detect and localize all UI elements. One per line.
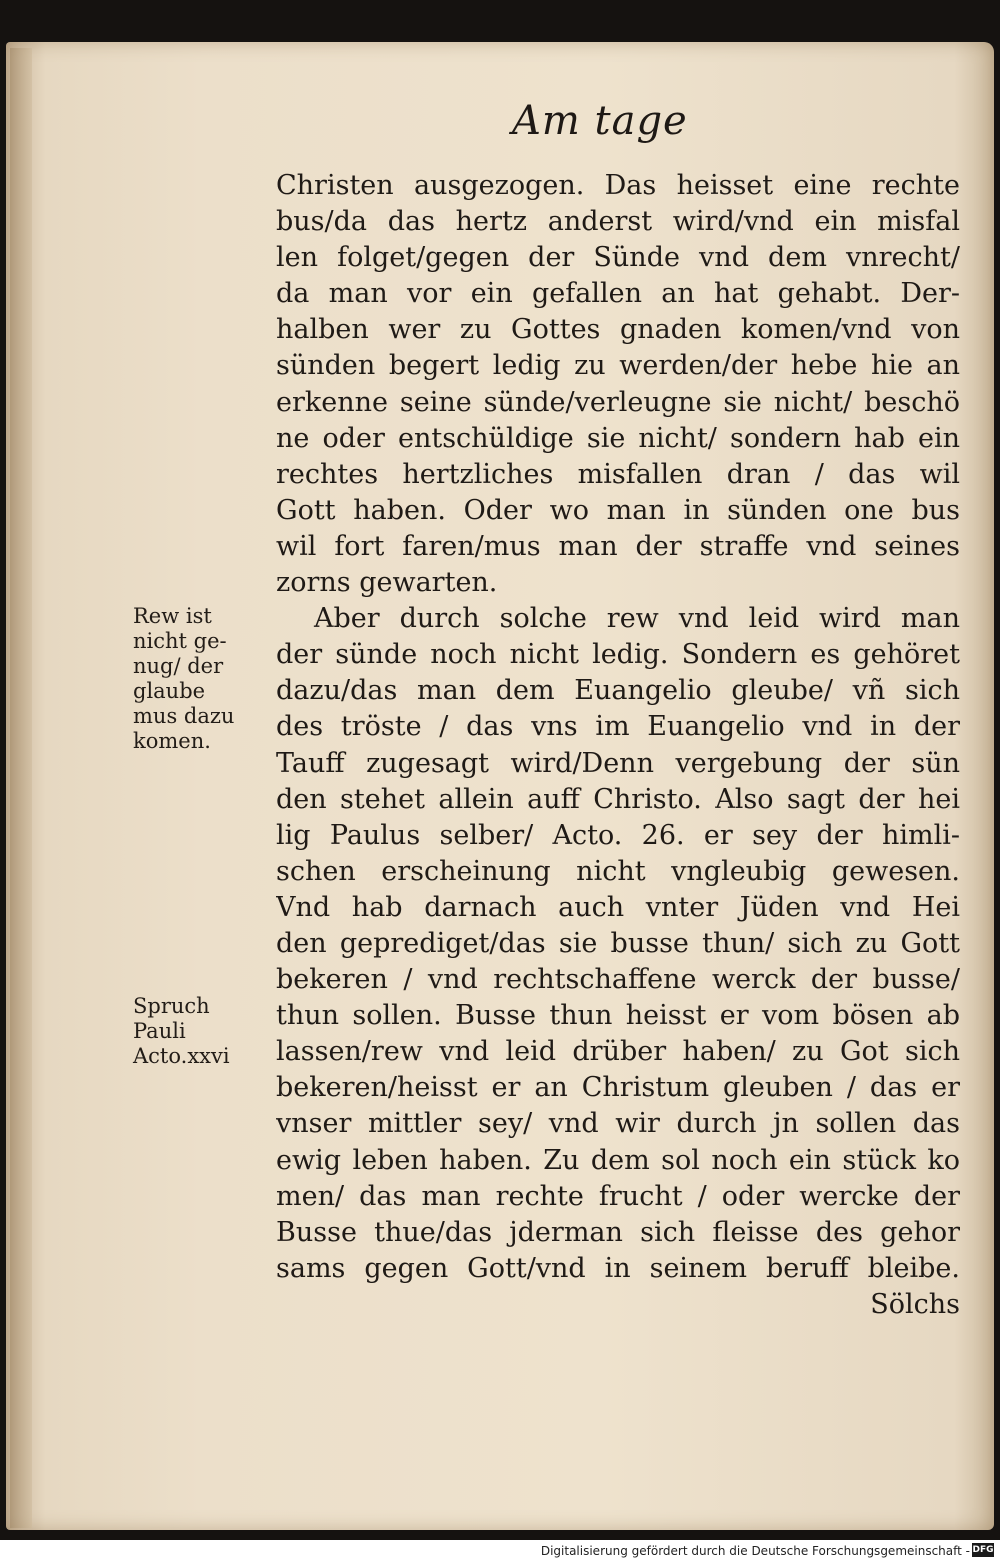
margin-note-line: nicht ge- [133, 629, 227, 653]
text-line: bekeren / vnd rechtschaffene werck der busse/ [276, 964, 960, 996]
text-line: halben wer zu Gottes gnaden komen/vnd von [276, 314, 960, 346]
text-line: lig Paulus selber/ Acto. 26. er sey der himli- [276, 819, 960, 851]
text-line: ewig leben haben. Zu dem sol noch ein stück ko [276, 1144, 960, 1176]
text-line: Busse thue/das jderman sich fleisse des gehor [276, 1216, 960, 1248]
text-line: Gott haben. Oder wo man in sünden one bus [276, 494, 960, 526]
margin-note-line: nug/ der [133, 654, 224, 678]
text-line: des tröste / das vns im Euangelio vnd in der [276, 711, 960, 743]
text-line: sams gegen Gott/vnd in seinem beruff bleibe. [276, 1252, 960, 1284]
margin-note-spruch [133, 994, 273, 1069]
margin-note-line: glaube [133, 679, 206, 703]
margin-note-line: Acto.xxvi [133, 1044, 230, 1068]
text-line: Tauff zugesagt wird/Denn vergebung der sün [276, 747, 960, 779]
text-line: den geprediget/das sie busse thun/ sich zu Gott [276, 927, 960, 959]
page-gutter [10, 48, 32, 1528]
margin-note-line: Spruch [133, 994, 210, 1018]
body-text [276, 168, 960, 1323]
text-line: dazu/das man dem Euangelio gleube/ vñ sich [276, 675, 960, 707]
text-line: ne oder entschüldige sie nicht/ sondern hab ein [276, 422, 960, 454]
margin-note-line: komen. [133, 729, 211, 753]
text-line: Christen ausgezogen. Das heisset eine rechte [276, 170, 960, 201]
text-line: bus/da das hertz anderst wird/vnd ein misfal [276, 206, 960, 238]
dfg-logo: DFG [972, 1545, 994, 1555]
text-line: vnser mittler sey/ vnd wir durch jn sollen das [276, 1108, 960, 1140]
text-line: da man vor ein gefallen an hat gehabt. Der- [276, 278, 960, 310]
text-line: len folget/gegen der Sünde vnd dem vnrecht/ [276, 242, 960, 274]
margin-note-rew [133, 604, 273, 754]
text-line: lassen/rew vnd leid drüber haben/ zu Got sich [276, 1036, 960, 1068]
margin-note-line: Pauli [133, 1019, 186, 1043]
text-line: wil fort faren/mus man der straffe vnd seines [276, 530, 960, 562]
text-line: Vnd hab darnach auch vnter Jüden vnd Hei [276, 891, 960, 923]
text-line: der sünde noch nicht ledig. Sondern es gehöret [276, 639, 960, 671]
text-line: rechtes hertzliches misfallen dran / das wil [276, 458, 960, 490]
catchword: Sölchs [870, 1288, 960, 1320]
text-line: den stehet allein auff Christo. Also sagt der hei [276, 783, 960, 815]
text-line: bekeren/heisst er an Christum gleuben / das er [276, 1072, 960, 1104]
text-line: erkenne seine sünde/verleugne sie nicht/ beschö [276, 386, 960, 418]
text-line: zorns gewarten. [276, 567, 498, 599]
text-line: schen erscheinung nicht vngleubig gewesen. [276, 855, 960, 887]
margin-note-line: Rew ist [133, 604, 212, 628]
margin-note-line: mus dazu [133, 704, 235, 728]
text-line: thun sollen. Busse thun heisst er vom bösen ab [276, 1000, 960, 1032]
footer-credit: Digitalisierung gefördert durch die Deutsche Forschungsgemeinschaft - [540, 1544, 970, 1558]
text-line: Aber durch solche rew vnd leid wird man [314, 603, 960, 635]
footer-bar [0, 1540, 1000, 1562]
text-line: sünden begert ledig zu werden/der hebe hie an [276, 350, 960, 382]
text-line: men/ das man rechte frucht / oder wercke der [276, 1180, 960, 1212]
running-header: Am tage [512, 98, 688, 144]
